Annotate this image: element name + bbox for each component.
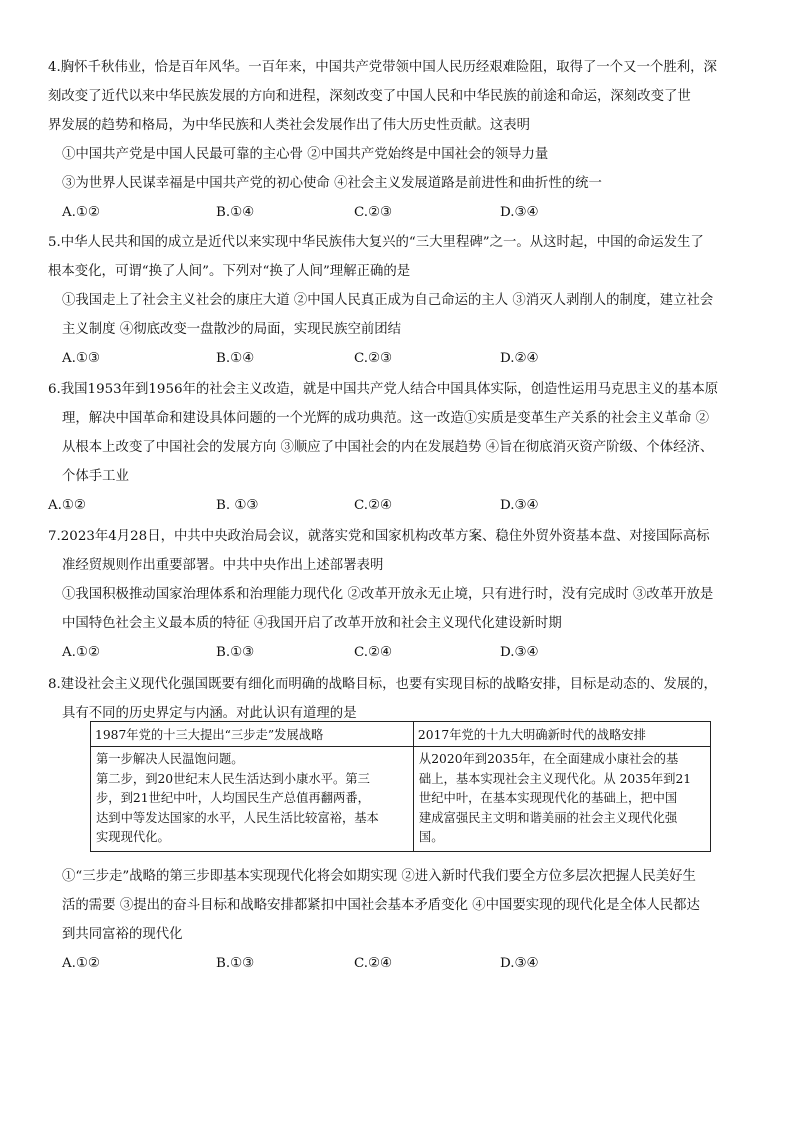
question-5-options (48, 344, 754, 373)
question-6 (48, 375, 754, 520)
question-7 (48, 522, 754, 667)
question-6-options (48, 491, 754, 520)
question-8-stem-line: 8.建设社会主义现代化强国既要有细化而明确的战略目标，也要有实现目标的战略安排，目标是动态的、发展的， (48, 677, 717, 692)
table-cell-line: 础上，基本实现社会主义现代化。从 2035年到21 (418, 771, 692, 786)
table-header-1987: 1987年党的十三大提出“三步走”发展战略 (91, 722, 414, 747)
question-8-stem-line: 具有不同的历史界定与内涵。对此认识有道理的是 (62, 706, 357, 721)
option-a[interactable]: A.①③ (62, 351, 100, 366)
option-a[interactable]: A.①② (62, 645, 100, 660)
table-cell-line: 第二步，到20世纪末人民生活达到小康水平。第三 (96, 771, 370, 786)
question-8-statement: 到共同富裕的现代化 (62, 927, 183, 942)
option-c[interactable]: C.②③ (354, 205, 393, 220)
question-6-stem-line: 6.我国1953年到1956年的社会主义改造，就是中国共产党人结合中国具体实际，创造性运用马克思主义的基本原 (48, 382, 719, 397)
question-5-stem-line: 5.中华人民共和国的成立是近代以来实现中华民族伟大复兴的“三大里程碑”之一。从这时起，中国的命运发生了 (48, 235, 704, 250)
question-7-stem-line: 准经贸规则作出重要部署。中共中央作出上述部署表明 (62, 558, 384, 573)
table-cell-line: 建成富强民主文明和谐美丽的社会主义现代化强 (418, 810, 678, 825)
table-header-row (91, 722, 711, 747)
option-a[interactable]: A.①② (62, 205, 100, 220)
option-b[interactable]: B.①④ (216, 205, 255, 220)
option-b[interactable]: B. ①③ (216, 498, 259, 513)
question-6-stem-line: 理，解决中国革命和建设具体问题的一个光辉的成功典范。这一改造①实质是变革生产关系的社会主义革命 ② (62, 411, 710, 426)
option-b[interactable]: B.①③ (216, 645, 255, 660)
option-a[interactable]: A.①② (62, 956, 100, 971)
question-4-statement: ③为世界人民谋幸福是中国共产党的初心使命 ④社会主义发展道路是前进性和曲折性的统一 (62, 176, 602, 191)
question-7-options (48, 638, 754, 667)
option-d[interactable]: D.②④ (500, 351, 539, 366)
option-c[interactable]: C.②④ (354, 645, 393, 660)
question-5-statement: ①我国走上了社会主义社会的康庄大道 ②中国人民真正成为自己命运的主人 ③消灭人剥削人的制度，建立社会 (62, 293, 714, 308)
question-4-options (48, 198, 754, 227)
option-d[interactable]: D.③④ (500, 205, 539, 220)
option-c[interactable]: C.②③ (354, 351, 393, 366)
question-4-statement: ①中国共产党是中国人民最可靠的主心骨 ②中国共产党始终是中国社会的领导力量 (62, 147, 549, 162)
question-8-statement: ①“三步走”战略的第三步即基本实现现代化将会如期实现 ②进入新时代我们要全方位多层次把握人民美好生 (62, 869, 696, 884)
option-a[interactable]: A.①② (48, 498, 86, 513)
question-4-stem-line: 界发展的趋势和格局，为中华民族和人类社会发展作出了伟大历史性贡献。这表明 (48, 118, 531, 133)
table-header-2017: 2017年党的十九大明确新时代的战略安排 (413, 722, 710, 747)
option-c[interactable]: C.②④ (354, 498, 393, 513)
table-cell-2017 (413, 747, 710, 852)
question-4-stem-line: 刻改变了近代以来中华民族发展的方向和进程，深刻改变了中国人民和中华民族的前途和命运，深刻改变了世 (48, 89, 691, 104)
question-7-statement: ①我国积极推动国家治理体系和治理能力现代化 ②改革开放永无止境，只有进行时，没有完成时 ③改革开放是 (62, 587, 714, 602)
question-5 (48, 228, 754, 373)
option-d[interactable]: D.③④ (500, 498, 539, 513)
table-cell-line: 第一步解决人民温饱问题。 (96, 752, 244, 766)
question-8 (48, 670, 754, 728)
question-8-statement: 活的需要 ③提出的奋斗目标和战略安排都紧扣中国社会基本矛盾变化 ④中国要实现的现代化是全体人民都达 (62, 898, 700, 913)
strategy-comparison-table (90, 721, 711, 852)
question-5-statement: 主义制度 ④彻底改变一盘散沙的局面，实现民族空前团结 (62, 322, 402, 337)
table-row (91, 747, 711, 852)
question-4 (48, 53, 754, 227)
table-cell-line: 世纪中叶，在基本实现现代化的基础上，把中国 (418, 791, 678, 805)
question-6-stem-line: 个体手工业 (62, 469, 129, 484)
question-8-statements (48, 862, 754, 978)
question-8-options (48, 949, 754, 978)
table-cell-line: 实现现代化。 (96, 830, 170, 844)
question-7-statement: 中国特色社会主义最本质的特征 ④我国开启了改革开放和社会主义现代化建设新时期 (62, 616, 562, 631)
option-d[interactable]: D.③④ (500, 645, 539, 660)
table-cell-line: 步，到21世纪中叶，人均国民生产总值再翻两番， (96, 791, 370, 805)
table-cell-1987 (91, 747, 414, 852)
table-cell-line: 国。 (418, 830, 444, 844)
question-6-stem-line: 从根本上改变了中国社会的发展方向 ③顺应了中国社会的内在发展趋势 ④旨在彻底消灭资产阶级、个体经济、 (62, 440, 714, 455)
option-b[interactable]: B.①④ (216, 351, 255, 366)
question-4-stem-line: 4.胸怀千秋伟业，恰是百年风华。一百年来，中国共产党带领中国人民历经艰难险阻，取得了一个又一个胜利，深 (48, 60, 717, 75)
option-c[interactable]: C.②④ (354, 956, 393, 971)
question-5-stem-line: 根本变化，可谓“换了人间”。下列对“换了人间”理解正确的是 (48, 264, 411, 279)
table-cell-line: 从2020年到2035年，在全面建成小康社会的基 (418, 752, 679, 766)
table-cell-line: 达到中等发达国家的水平，人民生活比较富裕，基本 (96, 810, 379, 825)
option-d[interactable]: D.③④ (500, 956, 539, 971)
question-7-stem-line: 7.2023年4月28日，中共中央政治局会议，就落实党和国家机构改革方案、稳住外贸外资基本盘、对接国际高标 (48, 529, 710, 544)
option-b[interactable]: B.①③ (216, 956, 255, 971)
